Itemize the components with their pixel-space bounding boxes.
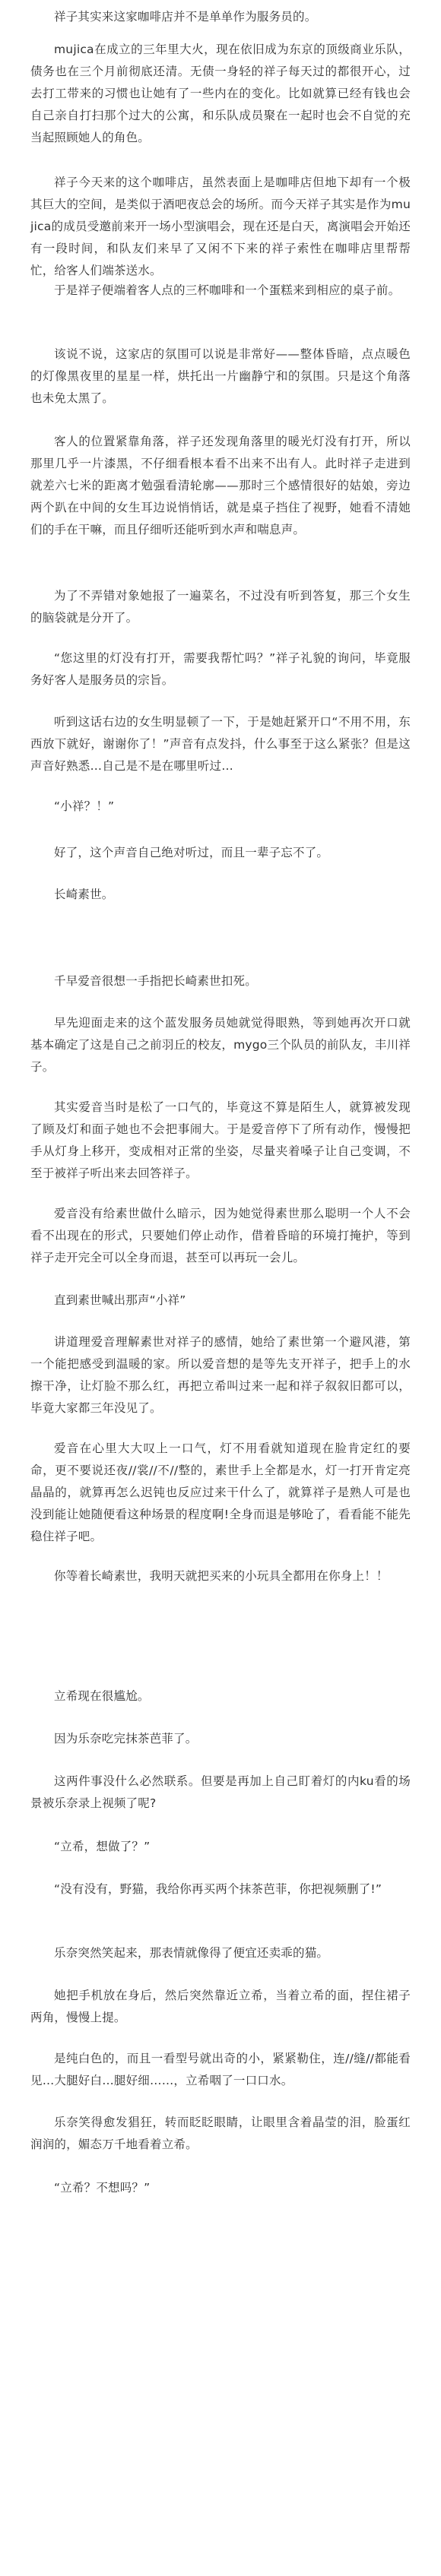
paragraph: 早先迎面走来的这个蓝发服务员她就觉得眼熟，等到她再次开口就基本确定了这是自己之前羽丘的校友，mygo三个队员的前队友，丰川祥子。	[30, 1016, 411, 1074]
paragraph: 祥子今天来的这个咖啡店，虽然表面上是咖啡店但地下却有一个极其巨大的空间，是类似于酒吧夜总会的场所。而今天祥子其实是作为mujica的成员受邀前来开一场小型演唱会，现在还是白天，离演唱会开始还有一段时间，和队友们来早了又闲不下来的祥子索性在咖啡店里帮帮忙，给客人们端茶送水。	[30, 176, 411, 277]
paragraph: “立希，想做了？”	[54, 1840, 151, 1853]
paragraph: 为了不弄错对象她报了一遍菜名，不过没有听到答复，那三个女生的脑袋就是分开了。	[30, 589, 411, 625]
paragraph: 好了，这个声音自己绝对听过，而且一辈子忘不了。	[54, 846, 329, 859]
paragraph: 因为乐奈吃完抹茶芭菲了。	[54, 1732, 198, 1745]
paragraph: 讲道理爱音理解素世对祥子的感情，她给了素世第一个避风港，第一个能把感受到温暖的家。所以爱音想的是等先支开祥子，把手上的水擦干净，让灯脸不那么红，再把立希叫过来一起和祥子叙叙旧都可以，毕竟大家都三年没见了。	[30, 1335, 411, 1415]
paragraph: 其实爱音当时是松了一口气的，毕竟这不算是陌生人，就算被发现了顾及灯和面子她也不会把事闹大。于是爱音停下了所有动作，慢慢把手从灯身上移开，变成相对正常的坐姿，尽量夹着嗓子让自己变调，不至于被祥子听出来去回答祥子。	[30, 1100, 411, 1180]
paragraph: 爱音在心里大大叹上一口气，灯不用看就知道现在脸肯定红的要命，更不要说还夜//裳//不//整的，素世手上全都是水，灯一打开肯定亮晶晶的，就算再怎么迟钝也反应过来干什么了，就算祥子是熟人可是也没到能让她随便看这种场景的程度啊!全身而退是够呛了，看看能不能先稳住祥子吧。	[30, 1441, 411, 1543]
paragraph: mujica在成立的三年里大火，现在依旧成为东京的顶级商业乐队，债务也在三个月前彻底还清。无债一身轻的祥子每天过的都很开心，过去打工带来的习惯也让她有了一些内在的变化。比如就算已经有钱也会自己亲自打扫那个过大的公寓，和乐队成员聚在一起时也会不自觉的充当起照顾她人的角色。	[30, 43, 411, 144]
paragraph: 于是祥子便端着客人点的三杯咖啡和一个蛋糕来到相应的桌子前。	[54, 283, 401, 297]
paragraph: 长崎素世。	[54, 888, 114, 901]
paragraph: “没有没有，野猫，我给你再买两个抹茶芭菲，你把视频删了!”	[54, 1882, 382, 1896]
paragraph: 乐奈笑得愈发猖狂，转而眨眨眼睛，让眼里含着晶莹的泪，脸蛋红润润的，媚态万千地看着立希。	[30, 2116, 411, 2151]
paragraph: 该说不说，这家店的氛围可以说是非常好——整体昏暗，点点暖色的灯像黑夜里的星星一样，烘托出一片幽静宁和的氛围。只是这个角落也未免太黑了。	[30, 347, 411, 405]
paragraph: “您这里的灯没有打开，需要我帮忙吗？”祥子礼貌的询问，毕竟服务好客人是服务员的宗旨。	[30, 651, 411, 687]
paragraph: 客人的位置紧靠角落，祥子还发现角落里的暖光灯没有打开，所以那里几乎一片漆黑，不仔细看根本看不出来不出有人。此时祥子走进到就差六七米的距离才勉强看清轮廓——那时三个感情很好的姑娘，旁边两个趴在中间的女生耳边说悄悄话，就是桌子挡住了视野，她看不清她们的手在干嘛，而且仔细听还能听到水声和喘息声。	[30, 435, 411, 536]
paragraph: 乐奈突然笑起来，那表情就像得了便宜还卖乖的猫。	[54, 1946, 329, 1960]
paragraph: “立希？不想吗？”	[54, 2181, 151, 2195]
paragraph: 直到素世喊出那声“小祥”	[54, 1293, 186, 1307]
paragraph: 千早爱音很想一手指把长崎素世扣死。	[54, 974, 257, 988]
paragraph: “小祥？！”	[54, 799, 115, 813]
paragraph: 你等着长崎素世，我明天就把买来的小玩具全都用在你身上！！	[54, 1569, 389, 1583]
paragraph: 她把手机放在身后，然后突然靠近立希，当着立希的面，捏住裙子两角，慢慢上提。	[30, 1989, 411, 2024]
paragraph: 这两件事没什么必然联系。但要是再加上自己盯着灯的内ku看的场景被乐奈录上视频了呢?	[30, 1774, 411, 1810]
paragraph: 听到这话右边的女生明显顿了一下，于是她赶紧开口“不用不用，东西放下就好，谢谢你了！”声音有点发抖，什么事至于这么紧张？但是这声音好熟悉…自己是不是在哪里听过…	[30, 715, 411, 773]
paragraph: 立希现在很尴尬。	[54, 1689, 150, 1703]
paragraph: 祥子其实来这家咖啡店并不是单单作为服务员的。	[54, 10, 317, 24]
paragraph: 爱音没有给素世做什么暗示，因为她觉得素世那么聪明一个人不会看不出现在的形式，只要她们停止动作，借着昏暗的环境打掩护，等到祥子走开完全可以全身而退，甚至可以再玩一会儿。	[30, 1207, 411, 1264]
paragraph: 是纯白色的，而且一看型号就出奇的小，紧紧勒住，连//缝//都能看见…大腿好白…腿好细……，立希咽了一口口水。	[30, 2052, 411, 2087]
